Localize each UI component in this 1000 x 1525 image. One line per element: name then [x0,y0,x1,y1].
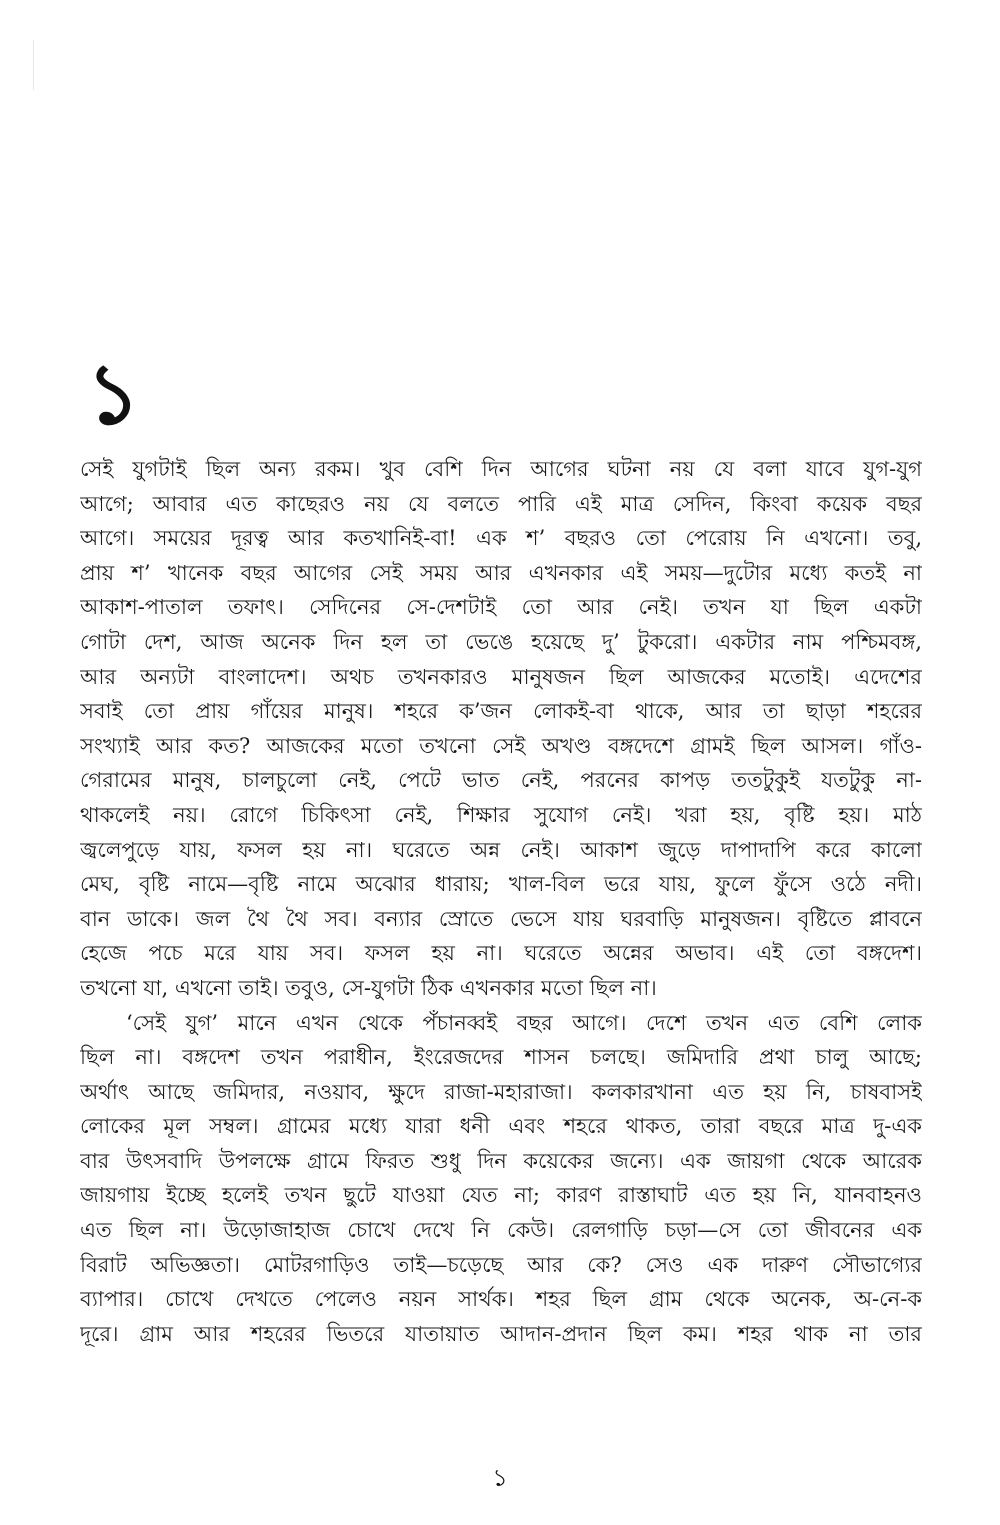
text-line: আর অন্যটা বাংলাদেশ। অথচ তখনকারও মানুষজন ছিল আজকের মতোই। এদেশের [80,664,922,689]
page-number: ১ [492,1464,508,1492]
chapter-number: ১ [86,344,141,443]
text-line: সংখ্যাই আর কত? আজকের মতো তখনো সেই অখণ্ড বঙ্গদেশে গ্রামই ছিল আসল। গাঁও- [80,733,922,758]
text-line: বান ডাকে। জল থৈ থৈ সব। বন্যার স্রোতে ভেসে যায় ঘরবাড়ি মানুষজন। বৃষ্টিতে প্লাবনে [80,906,922,931]
paragraph-1 [80,452,922,1006]
text-line: সেই যুগটাই ছিল অন্য রকম। খুব বেশি দিন আগের ঘটনা নয় যে বলা যাবে যুগ-যুগ [80,457,922,481]
paragraph-2 [80,1006,922,1352]
text-line: বিরাট অভিজ্ঞতা। মোটরগাড়িও তাই—চড়েছে আর কে? সেও এক দারুণ সৌভাগ্যের [80,1252,922,1277]
text-line: তখনো যা, এখনো তাই। তবুও, সে-যুগটা ঠিক এখনকার মতো ছিল না। [80,975,657,1000]
text-line: আগে; আবার এত কাছেরও নয় যে বলতে পারি এই মাত্র সেদিন, কিংবা কয়েক বছর [80,491,922,516]
text-line: আগে। সময়ের দূরত্ব আর কতখানিই-বা! এক শ’ বছরও তো পেরোয় নি এখনো। তবু, [80,526,922,551]
text-line: অর্থাৎ আছে জমিদার, নওয়াব, ক্ষুদে রাজা-মহারাজা। কলকারখানা এত হয় নি, চাষবাসই [80,1079,922,1104]
text-line: লোকের মূল সম্বল। গ্রামের মধ্যে যারা ধনী এবং শহরে থাকত, তারা বছরে মাত্র দু-এক [80,1114,922,1139]
text-line: গেরামের মানুষ, চালচুলো নেই, পেটে ভাত নেই, পরনের কাপড় ততটুকুই যতটুকু না- [80,768,922,793]
text-line: মেঘ, বৃষ্টি নামে—বৃষ্টি নামে অঝোর ধারায়; খাল-বিল ভরে যায়, ফুলে ফুঁসে ওঠে নদী। [80,872,922,897]
text-line: এত ছিল না। উড়োজাহাজ চোখে দেখে নি কেউ। রেলগাড়ি চড়া—সে তো জীবনের এক [80,1218,922,1243]
scan-margin-mark [33,40,34,90]
text-line: জ্বলেপুড়ে যায়, ফসল হয় না। ঘরেতে অন্ন নেই। আকাশ জুড়ে দাপাদাপি করে কালো [80,837,922,862]
text-line: জায়গায় ইচ্ছে হলেই তখন ছুটে যাওয়া যেত না; কারণ রাস্তাঘাট এত হয় নি, যানবাহনও [80,1183,922,1208]
text-line: দূরে। গ্রাম আর শহরের ভিতরে যাতায়াত আদান-প্রদান ছিল কম। শহর থাক না তার [80,1321,922,1346]
text-line: আকাশ-পাতাল তফাৎ। সেদিনের সে-দেশটাই তো আর নেই। তখন যা ছিল একটা [80,595,922,620]
text-line: ছিল না। বঙ্গদেশ তখন পরাধীন, ইংরেজদের শাসন চলছে। জমিদারি প্রথা চালু আছে; [80,1045,922,1070]
text-line: থাকলেই নয়। রোগে চিকিৎসা নেই, শিক্ষার সুযোগ নেই। খরা হয়, বৃষ্টি হয়। মাঠ [80,802,922,827]
body-text [80,452,922,1351]
text-line: বার উৎসবাদি উপলক্ষে গ্রামে ফিরত শুধু দিন কয়েকের জন্যে। এক জায়গা থেকে আরেক [80,1148,922,1173]
text-line: হেজে পচে মরে যায় সব। ফসল হয় না। ঘরেতে অন্নের অভাব। এই তো বঙ্গদেশ। [80,941,922,966]
text-line: সবাই তো প্রায় গাঁয়ের মানুষ। শহরে ক’জন লোকই-বা থাকে, আর তা ছাড়া শহরের [80,699,922,724]
text-line: প্রায় শ’ খানেক বছর আগের সেই সময় আর এখনকার এই সময়—দুটোর মধ্যে কতই না [80,560,922,585]
text-line: ব্যাপার। চোখে দেখতে পেলেও নয়ন সার্থক। শহর ছিল গ্রাম থেকে অনেক, অ-নে-ক [80,1287,922,1312]
text-line: গোটা দেশ, আজ অনেক দিন হল তা ভেঙে হয়েছে দু’ টুকরো। একটার নাম পশ্চিমবঙ্গ, [80,629,922,654]
text-line: ‘সেই যুগ’ মানে এখন থেকে পঁচানব্বই বছর আগে। দেশে তখন এত বেশি লোক [126,1010,922,1035]
